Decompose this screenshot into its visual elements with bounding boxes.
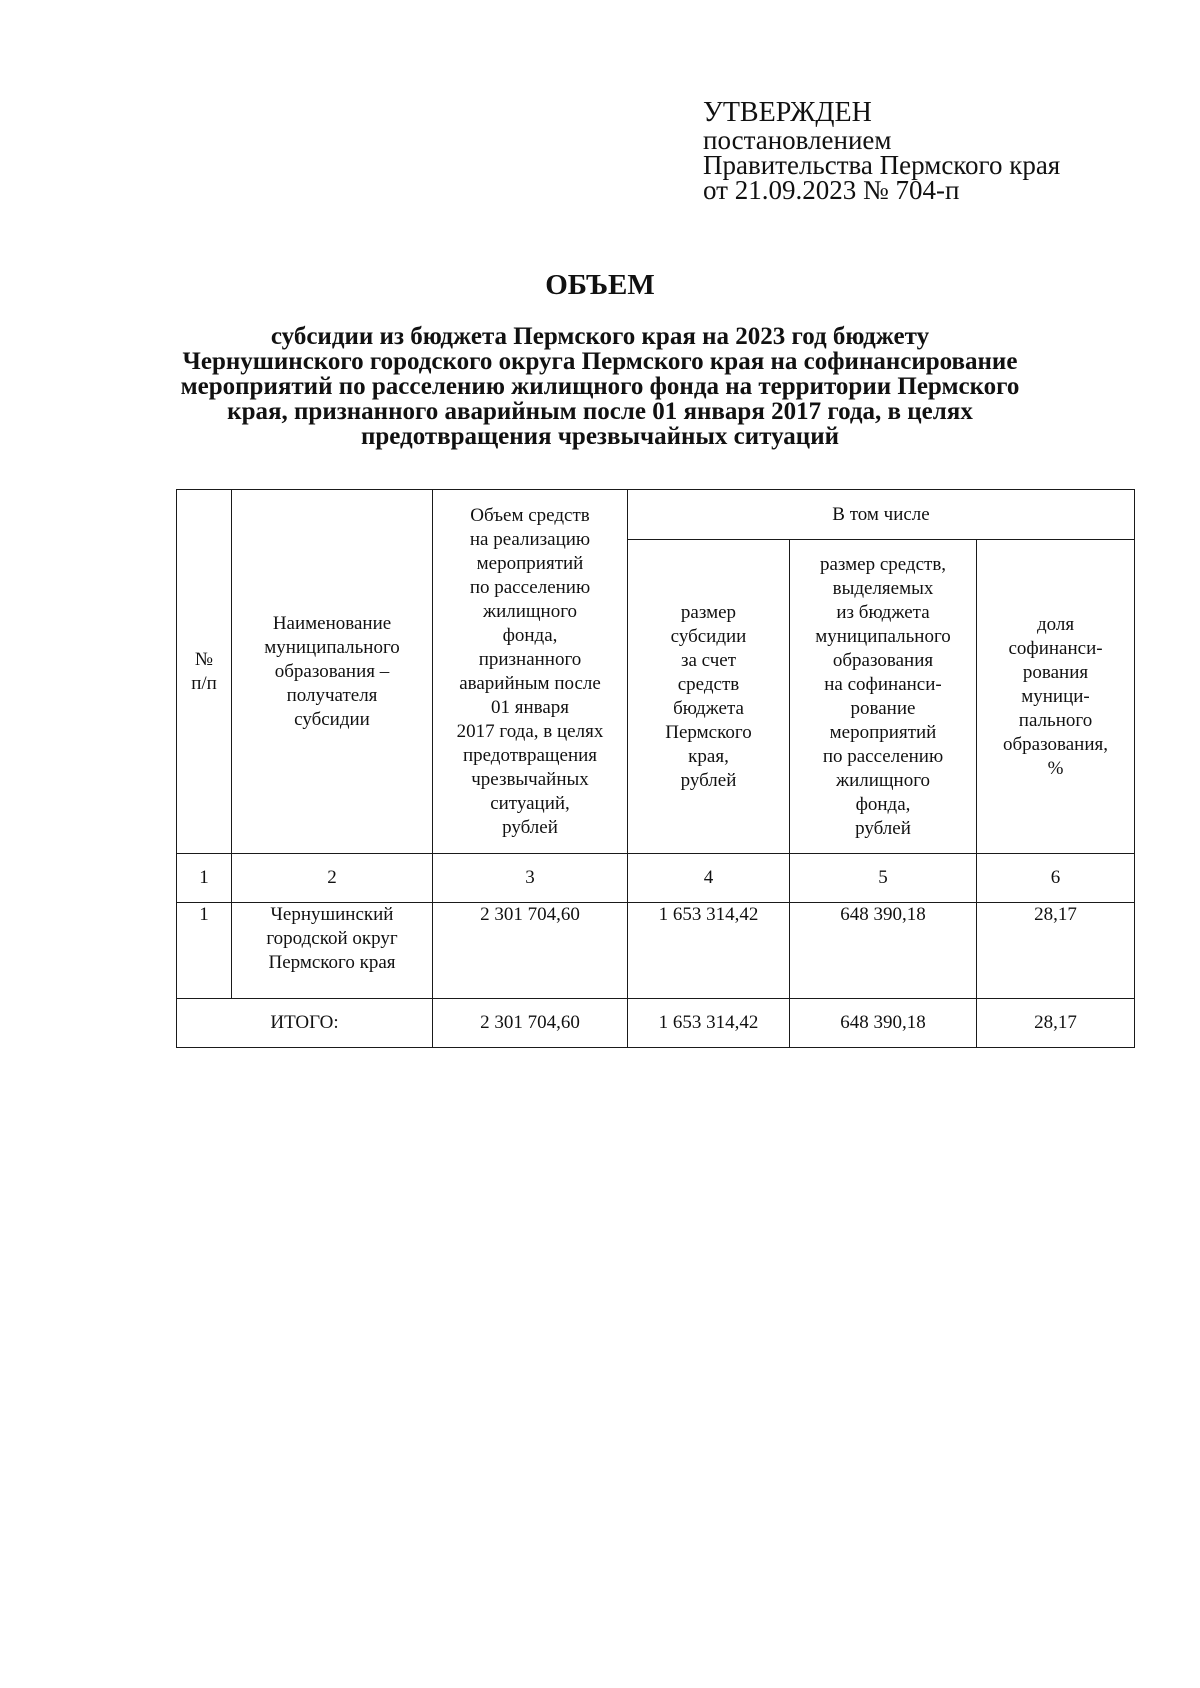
header-municipality: Наименование муниципального образования – получателя субсидии	[232, 490, 433, 854]
subsidy-table	[176, 489, 1135, 1048]
total-label: ИТОГО:	[177, 999, 433, 1048]
row-municipal-funds: 648 390,18	[790, 903, 977, 999]
document-heading	[150, 268, 1050, 449]
column-number: 2	[232, 854, 433, 903]
row-cofinancing-share: 28,17	[977, 903, 1135, 999]
row-municipality-name: Чернушинский городской округ Пермского края	[232, 903, 433, 999]
approval-line-2: Правительства Пермского края	[703, 150, 1061, 180]
column-number: 5	[790, 854, 977, 903]
header-subsidy: размер субсидии за счет средств бюджета Пермского края, рублей	[628, 540, 790, 854]
approval-line-1: постановлением	[703, 125, 892, 155]
total-subsidy: 1 653 314,42	[628, 999, 790, 1048]
approval-title: УТВЕРЖДЕН	[703, 97, 872, 128]
table-row	[177, 903, 1135, 999]
header-group-including: В том числе	[628, 490, 1135, 540]
header-row	[177, 490, 1135, 540]
header-municipal-funds: размер средств, выделяемых из бюджета муниципального образования на софинанси- рование мероприятий по расселению жилищного фонда, рублей	[790, 540, 977, 854]
column-number: 1	[177, 854, 232, 903]
row-no: 1	[177, 903, 232, 999]
header-total-volume: Объем средств на реализацию мероприятий по расселению жилищного фонда, признанного аварийным после 01 января 2017 года, в целях предотвращения чрезвычайных ситуаций, рублей	[433, 490, 628, 854]
approval-line-3: от 21.09.2023 № 704-п	[703, 175, 960, 205]
total-volume: 2 301 704,60	[433, 999, 628, 1048]
column-number: 4	[628, 854, 790, 903]
row-total-volume: 2 301 704,60	[433, 903, 628, 999]
approval-stamp	[703, 98, 1173, 203]
document-subtitle: субсидии из бюджета Пермского края на 2023 год бюджету Чернушинского городского округа Пермского края на софинансирование мероприятий по расселению жилищного фонда на территории Пермского края, признанного аварийным после 01 января 2017 года, в целях предотвращения чрезвычайных ситуаций	[180, 323, 1020, 450]
column-number: 3	[433, 854, 628, 903]
total-municipal-funds: 648 390,18	[790, 999, 977, 1048]
row-subsidy: 1 653 314,42	[628, 903, 790, 999]
header-no: № п/п	[177, 490, 232, 854]
column-number: 6	[977, 854, 1135, 903]
document-title: ОБЪЕМ	[545, 269, 655, 301]
total-cofinancing-share: 28,17	[977, 999, 1135, 1048]
column-number-row	[177, 854, 1135, 903]
header-cofinancing-share: доля софинанси- рования муници- пального образования, %	[977, 540, 1135, 854]
total-row	[177, 999, 1135, 1048]
